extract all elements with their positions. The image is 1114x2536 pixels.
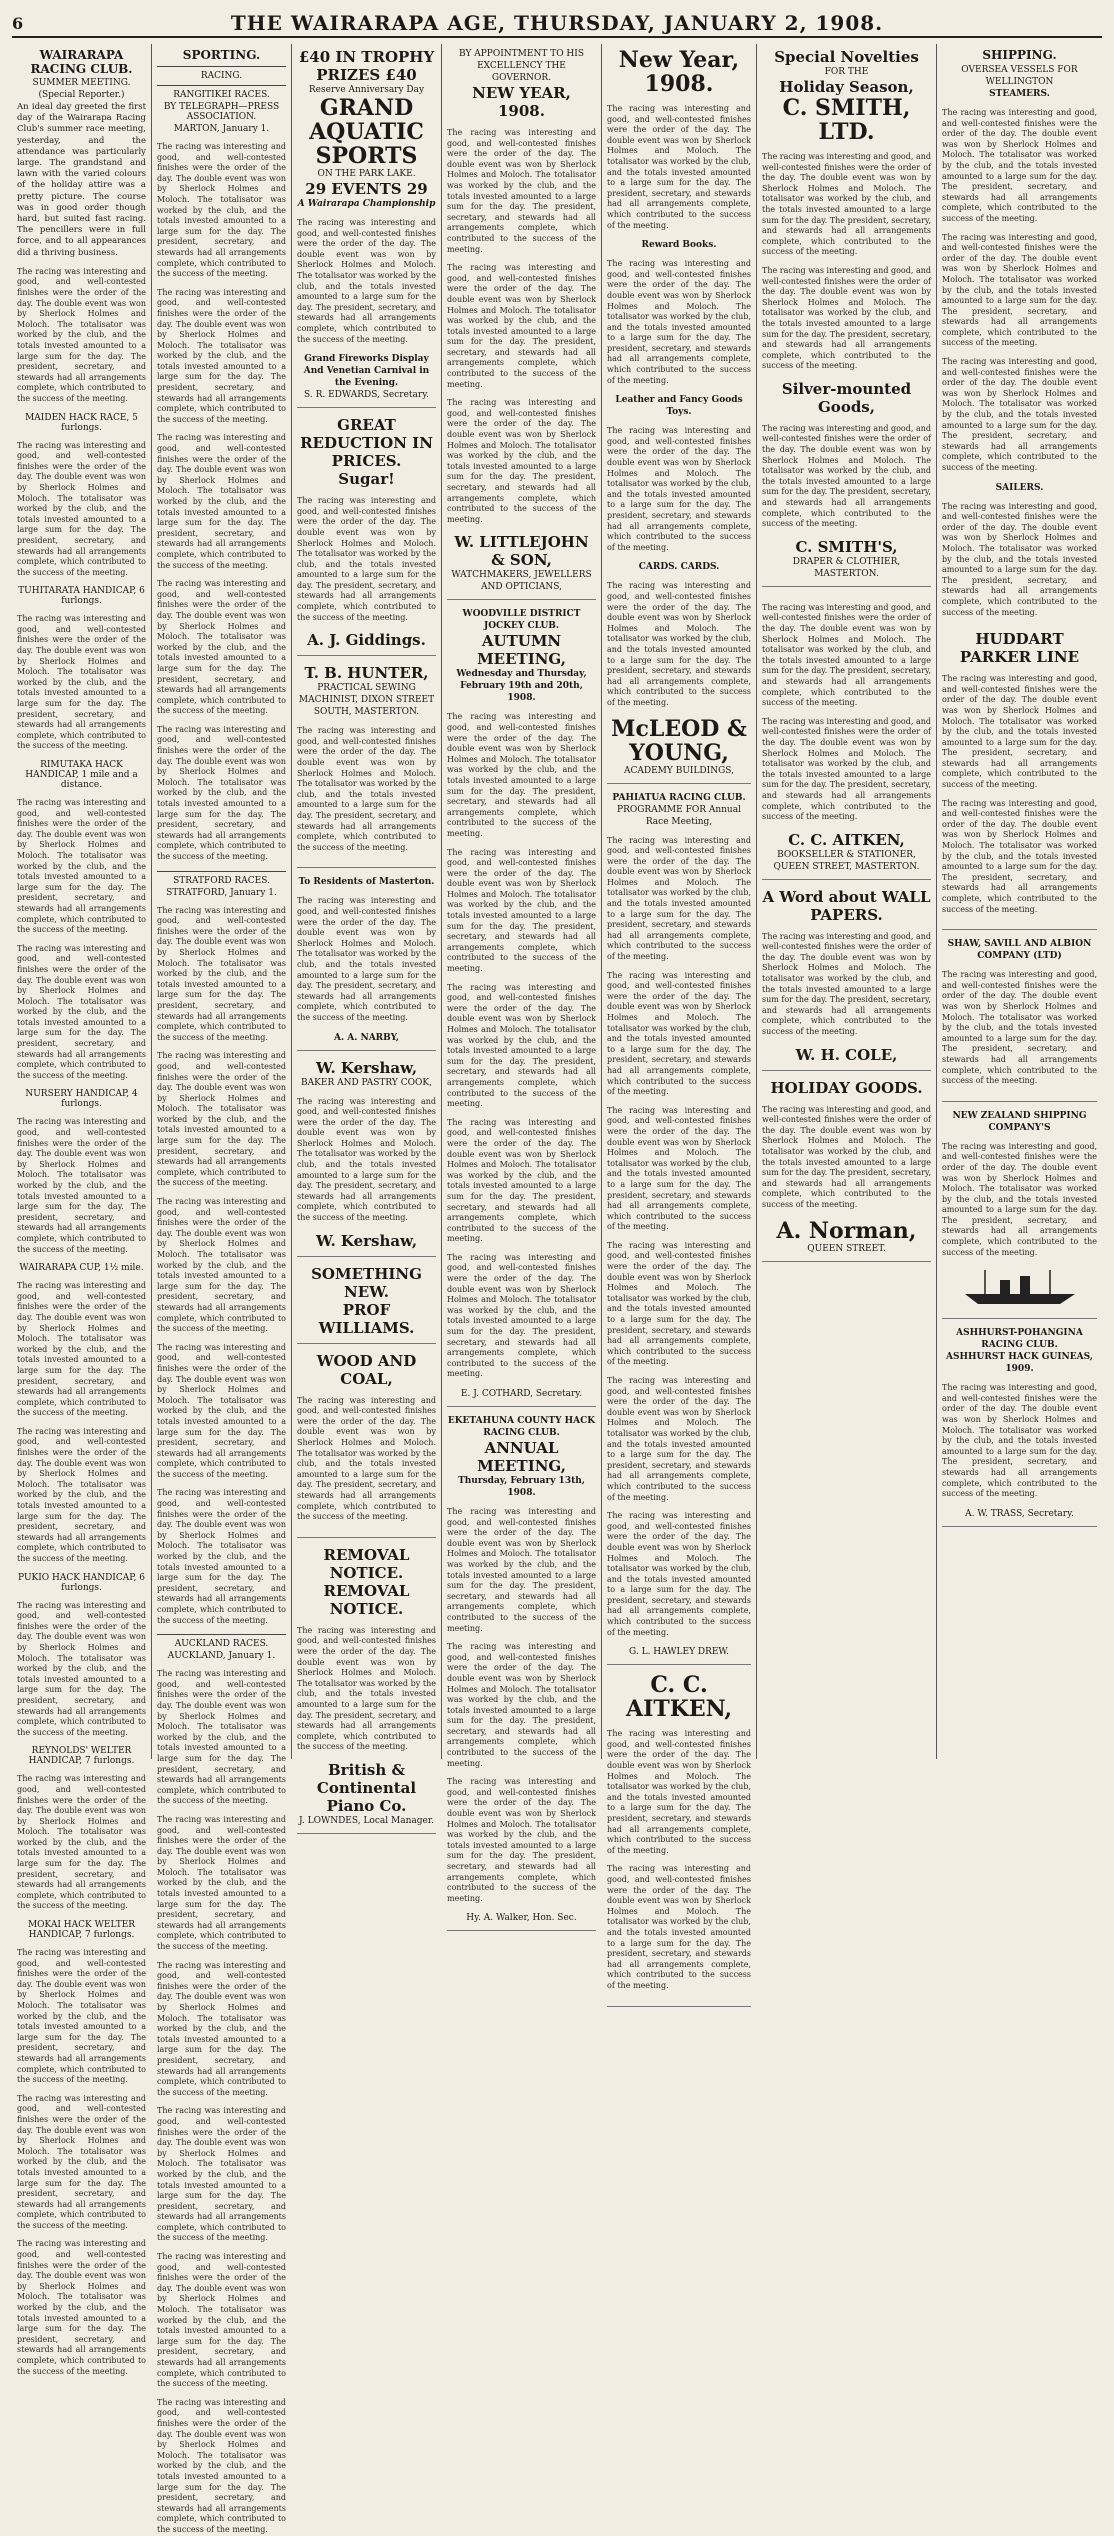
column-ads-4 [757, 44, 937, 1759]
article-body: The racing was interesting and good, and well-contested finishes were the order of the day. The double event was won by Sherlock Holmes and Moloch. The totalisator was worked by the club, and the totals invested amounted to a large sum for the day. The president, secretary, and stewards had all arrangements complete, which contributed to the success of the meeting. [157, 1342, 286, 1479]
article-body: The racing was interesting and good, and well-contested finishes were the order of the day. The double event was won by Sherlock Holmes and Moloch. The totalisator was worked by the club, and the totals invested amounted to a large sum for the day. The president, secretary, and stewards had all arrangements complete, which contributed to the success of the meeting. [157, 1051, 286, 1188]
race-heading: TUHITARATA HANDICAP, 6 furlongs. [18, 586, 145, 607]
article-body: The racing was interesting and good, and well-contested finishes were the order of the day. The double event was won by Sherlock Holmes and Moloch. The totalisator was worked by the club, and the totals invested amounted to a large sum for the day. The president, secretary, and stewards had all arrangements complete, which contributed to the success of the meeting. [157, 287, 286, 424]
article-body: The racing was interesting and good, and well-contested finishes were the order of the day. The double event was won by Sherlock Holmes and Moloch. The totalisator was worked by the club, and the totals invested amounted to a large sum for the day. The president, secretary, and stewards had all arrangements complete, which contributed to the success of the meeting. [17, 1426, 146, 1563]
article-body: The racing was interesting and good, and well-contested finishes were the order of the day. The double event was won by Sherlock Holmes and Moloch. The totalisator was worked by the club, and the totals invested amounted to a large sum for the day. The president, secretary, and stewards had all arrangements complete, which contributed to the success of the meeting. [17, 943, 146, 1080]
column-ads-3 [602, 44, 757, 1990]
section-heading: SHIPPING. [982, 48, 1057, 62]
advertisement-littlejohn: BY APPOINTMENT TO HIS EXCELLENCY THE GOVERNOR. NEW YEAR, 1908. The racing was interesting and good, and well-contested finishes were the order of the day. The double event was won by Sherlock Holmes and Moloch. The totalisator was worked by the club, and the totals invested amounted to a large sum for the day. The president, secretary, and stewards had all arrangements complete, which contributed to the success of the meeting. The racing was interesting and good, and well-contested finishes were the order of the day. The double event was won by Sherlock Holmes and Moloch. The totalisator was worked by the club, and the totals invested amounted to a large sum for the day. The president, secretary, and stewards had all arrangements complete, which contributed to the success of the meeting. The racing was interesting and good, and well-contested finishes were the order of the day. The double event was won by Sherlock Holmes and Moloch. The totalisator was worked by the club, and the totals invested amounted to a large sum for the day. The president, secretary, and stewards had all arrangements complete, which contributed to the success of the meeting. W. LITTLEJOHN & SON, WATCHMAKERS, JEWELLERS AND OPTICIANS, [447, 44, 596, 600]
article-body: The racing was interesting and good, and well-contested finishes were the order of the day. The double event was won by Sherlock Holmes and Moloch. The totalisator was worked by the club, and the totals invested amounted to a large sum for the day. The president, secretary, and stewards had all arrangements complete, which contributed to the success of the meeting. [17, 2093, 146, 2230]
advertisement-aquatic-sports: £40 IN TROPHY PRIZES £40 Reserve Anniversary Day GRAND AQUATIC SPORTS ON THE PARK LAKE. 29 EVENTS 29 A Wairarapa Championship The racing was interesting and good, and well-contested finishes were the order of the day. The double event was won by Sherlock Holmes and Moloch. The totalisator was worked by the club, and the totals invested amounted to a large sum for the day. The president, secretary, and stewards had all arrangements complete, which contributed to the success of the meeting. Grand Fireworks Display And Venetian Carnival in the Evening. S. R. EDWARDS, Secretary. [297, 44, 436, 408]
advertisement-prof-williams: SOMETHING NEW. PROF WILLIAMS. [297, 1261, 436, 1344]
article-byline: BY TELEGRAPH—PRESS ASSOCIATION. [163, 102, 280, 122]
ship-illustration [960, 1266, 1080, 1306]
masthead [12, 10, 1102, 38]
advertisement-ashhurst-racing: ASHHURST-POHANGINA RACING CLUB. ASHHURST HACK GUINEAS, 1909. The racing was interesting and good, and well-contested finishes were the order of the day. The double event was won by Sherlock Holmes and Moloch. The totalisator was worked by the club, and the totals invested amounted to a large sum for the day. The president, secretary, and stewards had all arrangements complete, which contributed to the success of the meeting. A. W. TRASS, Secretary. [942, 1323, 1097, 1527]
race-heading: NURSERY HANDICAP, 4 furlongs. [25, 1089, 138, 1110]
column-sporting [152, 44, 292, 2534]
article-body: The racing was interesting and good, and well-contested finishes were the order of the day. The double event was won by Sherlock Holmes and Moloch. The totalisator was worked by the club, and the totals invested amounted to a large sum for the day. The president, secretary, and stewards had all arrangements complete, which contributed to the success of the meeting. [157, 142, 286, 279]
advertisement-giddings: GREAT REDUCTION IN PRICES. Sugar! The racing was interesting and good, and well-contested finishes were the order of the day. The double event was won by Sherlock Holmes and Moloch. The totalisator was worked by the club, and the totals invested amounted to a large sum for the day. The president, secretary, and stewards had all arrangements complete, which contributed to the success of the meeting. A. J. Giddings. [297, 412, 436, 656]
article-body: The racing was interesting and good, and well-contested finishes were the order of the day. The double event was won by Sherlock Holmes and Moloch. The totalisator was worked by the club, and the totals invested amounted to a large sum for the day. The president, secretary, and stewards had all arrangements complete, which contributed to the success of the meeting. [17, 266, 146, 403]
newspaper-title: THE WAIRARAPA AGE, THURSDAY, JANUARY 2, 1908. [230, 11, 884, 35]
race-heading: PUKIO HACK HANDICAP, 6 furlongs. [18, 1572, 145, 1593]
advertisement-norman: HOLIDAY GOODS. The racing was interesting and good, and well-contested finishes were the order of the day. The double event was won by Sherlock Holmes and Moloch. The totalisator was worked by the club, and the totals invested amounted to a large sum for the day. The president, secretary, and stewards had all arrangements complete, which contributed to the success of the meeting. A. Norman, QUEEN STREET. [762, 1075, 931, 1262]
section-heading: SPORTING. [182, 48, 261, 62]
article-body: The racing was interesting and good, and well-contested finishes were the order of the day. The double event was won by Sherlock Holmes and Moloch. The totalisator was worked by the club, and the totals invested amounted to a large sum for the day. The president, secretary, and stewards had all arrangements complete, which contributed to the success of the meeting. [157, 2397, 286, 2534]
article-body: The racing was interesting and good, and well-contested finishes were the order of the day. The double event was won by Sherlock Holmes and Moloch. The totalisator was worked by the club, and the totals invested amounted to a large sum for the day. The president, secretary, and stewards had all arrangements complete, which contributed to the success of the meeting. [17, 440, 146, 577]
advertisement-woodville-jockey-club: WOODVILLE DISTRICT JOCKEY CLUB. AUTUMN MEETING, Wednesday and Thursday, February 19th and 20th, 1908. The racing was interesting and good, and well-contested finishes were the order of the day. The double event was won by Sherlock Holmes and Moloch. The totalisator was worked by the club, and the totals invested amounted to a large sum for the day. The president, secretary, and stewards had all arrangements complete, which contributed to the success of the meeting. The racing was interesting and good, and well-contested finishes were the order of the day. The double event was won by Sherlock Holmes and Moloch. The totalisator was worked by the club, and the totals invested amounted to a large sum for the day. The president, secretary, and stewards had all arrangements complete, which contributed to the success of the meeting. The racing was interesting and good, and well-contested finishes were the order of the day. The double event was won by Sherlock Holmes and Moloch. The totalisator was worked by the club, and the totals invested amounted to a large sum for the day. The president, secretary, and stewards had all arrangements complete, which contributed to the success of the meeting. The racing was interesting and good, and well-contested finishes were the order of the day. The double event was won by Sherlock Holmes and Moloch. The totalisator was worked by the club, and the totals invested amounted to a large sum for the day. The president, secretary, and stewards had all arrangements complete, which contributed to the success of the meeting. The racing was interesting and good, and well-contested finishes were the order of the day. The double event was won by Sherlock Holmes and Moloch. The totalisator was worked by the club, and the totals invested amounted to a large sum for the day. The president, secretary, and stewards had all arrangements complete, which contributed to the success of the meeting. E. J. COTHARD, Secretary. [447, 604, 596, 1407]
advertisement-kershaw: W. Kershaw, BAKER AND PASTRY COOK, The racing was interesting and good, and well-contested finishes were the order of the day. The double event was won by Sherlock Holmes and Moloch. The totalisator was worked by the club, and the totals invested amounted to a large sum for the day. The president, secretary, and stewards had all arrangements complete, which contributed to the success of the meeting. W. Kershaw, [297, 1055, 436, 1257]
article-heading: RANGITIKEI RACES. [173, 90, 270, 100]
article-body: The racing was interesting and good, and well-contested finishes were the order of the day. The double event was won by Sherlock Holmes and Moloch. The totalisator was worked by the club, and the totals invested amounted to a large sum for the day. The president, secretary, and stewards had all arrangements complete, which contributed to the success of the meeting. [157, 1960, 286, 2097]
article-heading: WAIRARAPA RACING CLUB. [30, 48, 133, 76]
article-body: The racing was interesting and good, and well-contested finishes were the order of the day. The double event was won by Sherlock Holmes and Moloch. The totalisator was worked by the club, and the totals invested amounted to a large sum for the day. The president, secretary, and stewards had all arrangements complete, which contributed to the success of the meeting. [157, 1197, 286, 1334]
advertisement-wood-coal: WOOD AND COAL, The racing was interesting and good, and well-contested finishes were the order of the day. The double event was won by Sherlock Holmes and Moloch. The totalisator was worked by the club, and the totals invested amounted to a large sum for the day. The president, secretary, and stewards had all arrangements complete, which contributed to the success of the meeting. [297, 1348, 436, 1538]
dateline: AUCKLAND, January 1. [167, 1651, 276, 1662]
column-racing-club [12, 44, 152, 2376]
race-heading: MOKAI HACK WELTER HANDICAP, 7 furlongs. [27, 1920, 136, 1941]
advertisement-aitken-stationer: The racing was interesting and good, and well-contested finishes were the order of the day. The double event was won by Sherlock Holmes and Moloch. The totalisator was worked by the club, and the totals invested amounted to a large sum for the day. The president, secretary, and stewards had all arrangements complete, which contributed to the success of the meeting. The racing was interesting and good, and well-contested finishes were the order of the day. The double event was won by Sherlock Holmes and Moloch. The totalisator was worked by the club, and the totals invested amounted to a large sum for the day. The president, secretary, and stewards had all arrangements complete, which contributed to the success of the meeting. C. C. AITKEN, BOOKSELLER & STATIONER, QUEEN STREET, MASTERTON. [762, 591, 931, 880]
column-shipping: SHIPPING. OVERSEA VESSELS FOR WELLINGTON STEAMERS. The racing was interesting and good, and well-contested finishes were the order of the day. The double event was won by Sherlock Holmes and Moloch. The totalisator was worked by the club, and the totals invested amounted to a large sum for the day. The president, secretary, and stewards had all arrangements complete, which contributed to the success of the meeting. The racing was interesting and good, and well-contested finishes were the order of the day. The double event was won by Sherlock Holmes and Moloch. The totalisator was worked by the club, and the totals invested amounted to a large sum for the day. The president, secretary, and stewards had all arrangements complete, which contributed to the success of the meeting. The racing was interesting and good, and well-contested finishes were the order of the day. The double event was won by Sherlock Holmes and Moloch. The totalisator was worked by the club, and the totals invested amounted to a large sum for the day. The president, secretary, and stewards had all arrangements complete, which contributed to the success of the meeting. SAILERS. The racing was interesting and good, and well-contested finishes were the order of the day. The double event was won by Sherlock Holmes and Moloch. The totalisator was worked by the club, and the totals invested amounted to a large sum for the day. The president, secretary, and stewards had all arrangements complete, which contributed to the success of the meeting. HUDDART PARKER LINE The racing was interesting and good, and well-contested finishes were the order of the day. The double event was won by Sherlock Holmes and Moloch. The totalisator was worked by the club, and the totals invested amounted to a large sum for the day. The president, secretary, and stewards had all arrangements complete, which contributed to the success of the meeting. The racing was interesting and good, and well-contested finishes were the order of the day. The double event was won by Sherlock Holmes and Moloch. The totalisator was worked by the club, and the totals invested amounted to a large sum for the day. The president, secretary, and stewards had all arrangements complete, which contributed to the success of the meeting. SHAW, SAVILL AND ALBION COMPANY (LTD) The racing was interesting and good, and well-contested finishes were the order of the day. The double event was won by Sherlock Holmes and Moloch. The totalisator was worked by the club, and the totals invested amounted to a large sum for the day. The president, secretary, and stewards had all arrangements complete, which contributed to the success of the meeting. NEW ZEALAND SHIPPING COMPANY'S The racing was interesting and good, and well-contested finishes were the order of the day. The double event was won by Sherlock Holmes and Moloch. The totalisator was worked by the club, and the totals invested amounted to a large sum for the day. The president, secretary, and stewards had all arrangements complete, which contributed to the success of the meeting. ASHHURST-POHANGINA RACING CLUB. ASHHURST HACK GUINEAS, 1909. The racing was interesting and good, and well-contested finishes were the order of the day. The double event was won by Sherlock Holmes and Moloch. The totalisator was worked by the club, and the totals invested amounted to a large sum for the day. The president, secretary, and stewards had all arrangements complete, which contributed to the success of the meeting. A. W. TRASS, Secretary. [937, 44, 1102, 1759]
article-body: The racing was interesting and good, and well-contested finishes were the order of the day. The double event was won by Sherlock Holmes and Moloch. The totalisator was worked by the club, and the totals invested amounted to a large sum for the day. The president, secretary, and stewards had all arrangements complete, which contributed to the success of the meeting. [157, 1669, 286, 1806]
article-body: The racing was interesting and good, and well-contested finishes were the order of the day. The double event was won by Sherlock Holmes and Moloch. The totalisator was worked by the club, and the totals invested amounted to a large sum for the day. The president, secretary, and stewards had all arrangements complete, which contributed to the success of the meeting. [157, 2252, 286, 2389]
dateline: STRATFORD, January 1. [166, 887, 277, 898]
article-body: The racing was interesting and good, and well-contested finishes were the order of the day. The double event was won by Sherlock Holmes and Moloch. The totalisator was worked by the club, and the totals invested amounted to a large sum for the day. The president, secretary, and stewards had all arrangements complete, which contributed to the success of the meeting. [157, 579, 286, 716]
article-body: The racing was interesting and good, and well-contested finishes were the order of the day. The double event was won by Sherlock Holmes and Moloch. The totalisator was worked by the club, and the totals invested amounted to a large sum for the day. The president, secretary, and stewards had all arrangements complete, which contributed to the success of the meeting. [17, 614, 146, 751]
advertisement-narby: To Residents of Masterton. The racing was interesting and good, and well-contested finishes were the order of the day. The double event was won by Sherlock Holmes and Moloch. The totalisator was worked by the club, and the totals invested amounted to a large sum for the day. The president, secretary, and stewards had all arrangements complete, which contributed to the success of the meeting. A. A. NARBY, [297, 872, 436, 1050]
dateline: MARTON, January 1. [173, 124, 270, 134]
advertisement-eketahuna-racing: EKETAHUNA COUNTY HACK RACING CLUB. ANNUAL MEETING, Thursday, February 13th, 1908. The racing was interesting and good, and well-contested finishes were the order of the day. The double event was won by Sherlock Holmes and Moloch. The totalisator was worked by the club, and the totals invested amounted to a large sum for the day. The president, secretary, and stewards had all arrangements complete, which contributed to the success of the meeting. The racing was interesting and good, and well-contested finishes were the order of the day. The double event was won by Sherlock Holmes and Moloch. The totalisator was worked by the club, and the totals invested amounted to a large sum for the day. The president, secretary, and stewards had all arrangements complete, which contributed to the success of the meeting. The racing was interesting and good, and well-contested finishes were the order of the day. The double event was won by Sherlock Holmes and Moloch. The totalisator was worked by the club, and the totals invested amounted to a large sum for the day. The president, secretary, and stewards had all arrangements complete, which contributed to the success of the meeting. Hy. A. Walker, Hon. Sec. [447, 1411, 596, 1931]
advertisement-nz-shipping: NEW ZEALAND SHIPPING COMPANY'S The racing was interesting and good, and well-contested finishes were the order of the day. The double event was won by Sherlock Holmes and Moloch. The totalisator was worked by the club, and the totals invested amounted to a large sum for the day. The president, secretary, and stewards had all arrangements complete, which contributed to the success of the meeting. [942, 1106, 1097, 1320]
article-body: The racing was interesting and good, and well-contested finishes were the order of the day. The double event was won by Sherlock Holmes and Moloch. The totalisator was worked by the club, and the totals invested amounted to a large sum for the day. The president, secretary, and stewards had all arrangements complete, which contributed to the success of the meeting. [17, 1600, 146, 1737]
advertisement-huddart-parker: HUDDART PARKER LINE The racing was interesting and good, and well-contested finishes were the order of the day. The double event was won by Sherlock Holmes and Moloch. The totalisator was worked by the club, and the totals invested amounted to a large sum for the day. The president, secretary, and stewards had all arrangements complete, which contributed to the success of the meeting. The racing was interesting and good, and well-contested finishes were the order of the day. The double event was won by Sherlock Holmes and Moloch. The totalisator was worked by the club, and the totals invested amounted to a large sum for the day. The president, secretary, and stewards had all arrangements complete, which contributed to the success of the meeting. [942, 626, 1097, 930]
event-title: GRAND AQUATIC SPORTS [309, 95, 424, 169]
advertisement-cole: A Word about WALL PAPERS. The racing was interesting and good, and well-contested finishes were the order of the day. The double event was won by Sherlock Holmes and Moloch. The totalisator was worked by the club, and the totals invested amounted to a large sum for the day. The president, secretary, and stewards had all arrangements complete, which contributed to the success of the meeting. W. H. COLE, [762, 884, 931, 1071]
race-heading: MAIDEN HACK RACE, 5 furlongs. [25, 412, 138, 433]
advertisement-pahiatua-racing: PAHIATUA RACING CLUB. PROGRAMME FOR Annual Race Meeting, The racing was interesting and good, and well-contested finishes were the order of the day. The double event was won by Sherlock Holmes and Moloch. The totalisator was worked by the club, and the totals invested amounted to a large sum for the day. The president, secretary, and stewards had all arrangements complete, which contributed to the success of the meeting. The racing was interesting and good, and well-contested finishes were the order of the day. The double event was won by Sherlock Holmes and Moloch. The totalisator was worked by the club, and the totals invested amounted to a large sum for the day. The president, secretary, and stewards had all arrangements complete, which contributed to the success of the meeting. The racing was interesting and good, and well-contested finishes were the order of the day. The double event was won by Sherlock Holmes and Moloch. The totalisator was worked by the club, and the totals invested amounted to a large sum for the day. The president, secretary, and stewards had all arrangements complete, which contributed to the success of the meeting. The racing was interesting and good, and well-contested finishes were the order of the day. The double event was won by Sherlock Holmes and Moloch. The totalisator was worked by the club, and the totals invested amounted to a large sum for the day. The president, secretary, and stewards had all arrangements complete, which contributed to the success of the meeting. The racing was interesting and good, and well-contested finishes were the order of the day. The double event was won by Sherlock Holmes and Moloch. The totalisator was worked by the club, and the totals invested amounted to a large sum for the day. The president, secretary, and stewards had all arrangements complete, which contributed to the success of the meeting. The racing was interesting and good, and well-contested finishes were the order of the day. The double event was won by Sherlock Holmes and Moloch. The totalisator was worked by the club, and the totals invested amounted to a large sum for the day. The president, secretary, and stewards had all arrangements complete, which contributed to the success of the meeting. G. L. HAWLEY DREW. [607, 788, 751, 1666]
race-heading: REYNOLDS' WELTER HANDICAP, 7 furlongs. [28, 1746, 135, 1767]
article-body: The racing was interesting and good, and well-contested finishes were the order of the day. The double event was won by Sherlock Holmes and Moloch. The totalisator was worked by the club, and the totals invested amounted to a large sum for the day. The president, secretary, and stewards had all arrangements complete, which contributed to the success of the meeting. [157, 1814, 286, 1952]
advertisement-piano: REMOVAL NOTICE. REMOVAL NOTICE. The racing was interesting and good, and well-contested finishes were the order of the day. The double event was won by Sherlock Holmes and Moloch. The totalisator was worked by the club, and the totals invested amounted to a large sum for the day. The president, secretary, and stewards had all arrangements complete, which contributed to the success of the meeting. British & Continental Piano Co. J. LOWNDES, Local Manager. [297, 1542, 436, 1834]
article-body: The racing was interesting and good, and well-contested finishes were the order of the day. The double event was won by Sherlock Holmes and Moloch. The totalisator was worked by the club, and the totals invested amounted to a large sum for the day. The president, secretary, and stewards had all arrangements complete, which contributed to the success of the meeting. [17, 2239, 146, 2376]
page-number: 6 [12, 13, 24, 33]
article-body: The racing was interesting and good, and well-contested finishes were the order of the day. The double event was won by Sherlock Holmes and Moloch. The totalisator was worked by the club, and the totals invested amounted to a large sum for the day. The president, secretary, and stewards had all arrangements complete, which contributed to the success of the meeting. [157, 724, 286, 861]
article-heading: STRATFORD RACES. [173, 875, 270, 886]
race-heading: WAIRARAPA CUP, 1½ mile. [19, 1263, 144, 1274]
article-body: The racing was interesting and good, and well-contested finishes were the order of the day. The double event was won by Sherlock Holmes and Moloch. The totalisator was worked by the club, and the totals invested amounted to a large sum for the day. The president, secretary, and stewards had all arrangements complete, which contributed to the success of the meeting. [17, 1948, 146, 2085]
page-columns [12, 44, 1102, 2534]
advertisement-c-smith: Special Novelties FOR THE Holiday Season, C. SMITH, LTD. The racing was interesting and good, and well-contested finishes were the order of the day. The double event was won by Sherlock Holmes and Moloch. The totalisator was worked by the club, and the totals invested amounted to a large sum for the day. The president, secretary, and stewards had all arrangements complete, which contributed to the success of the meeting. The racing was interesting and good, and well-contested finishes were the order of the day. The double event was won by Sherlock Holmes and Moloch. The totalisator was worked by the club, and the totals invested amounted to a large sum for the day. The president, secretary, and stewards had all arrangements complete, which contributed to the success of the meeting. Silver-mounted Goods, The racing was interesting and good, and well-contested finishes were the order of the day. The double event was won by Sherlock Holmes and Moloch. The totalisator was worked by the club, and the totals invested amounted to a large sum for the day. The president, secretary, and stewards had all arrangements complete, which contributed to the success of the meeting. C. SMITH'S, DRAPER & CLOTHIER, MASTERTON. [762, 44, 931, 587]
prize-heading: £40 IN TROPHY PRIZES £40 [298, 48, 435, 84]
article-body: The racing was interesting and good, and well-contested finishes were the order of the day. The double event was won by Sherlock Holmes and Moloch. The totalisator was worked by the club, and the totals invested amounted to a large sum for the day. The president, secretary, and stewards had all arrangements complete, which contributed to the success of the meeting. [17, 798, 146, 935]
advertisement-mcleod-young: New Year, 1908. The racing was interesting and good, and well-contested finishes were the order of the day. The double event was won by Sherlock Holmes and Moloch. The totalisator was worked by the club, and the totals invested amounted to a large sum for the day. The president, secretary, and stewards had all arrangements complete, which contributed to the success of the meeting. Reward Books. The racing was interesting and good, and well-contested finishes were the order of the day. The double event was won by Sherlock Holmes and Moloch. The totalisator was worked by the club, and the totals invested amounted to a large sum for the day. The president, secretary, and stewards had all arrangements complete, which contributed to the success of the meeting. Leather and Fancy Goods Toys. The racing was interesting and good, and well-contested finishes were the order of the day. The double event was won by Sherlock Holmes and Moloch. The totalisator was worked by the club, and the totals invested amounted to a large sum for the day. The president, secretary, and stewards had all arrangements complete, which contributed to the success of the meeting. CARDS. CARDS. The racing was interesting and good, and well-contested finishes were the order of the day. The double event was won by Sherlock Holmes and Moloch. The totalisator was worked by the club, and the totals invested amounted to a large sum for the day. The president, secretary, and stewards had all arrangements complete, which contributed to the success of the meeting. McLEOD & YOUNG, ACADEMY BUILDINGS, [607, 44, 751, 784]
article-body: The racing was interesting and good, and well-contested finishes were the order of the day. The double event was won by Sherlock Holmes and Moloch. The totalisator was worked by the club, and the totals invested amounted to a large sum for the day. The president, secretary, and stewards had all arrangements complete, which contributed to the success of the meeting. [17, 1281, 146, 1418]
article-intro: An ideal day greeted the first day of the Wairarapa Racing Club's summer race meeting, yesterday, and the attendance was particularly large. The grandstand and lawn with the varied colours of the holiday attire was a pretty picture. The course was in good order though hard, but suited fast racing. The pencillers were in full force, and to all appearances did a thriving business. [17, 102, 146, 258]
article-body: The racing was interesting and good, and well-contested finishes were the order of the day. The double event was won by Sherlock Holmes and Moloch. The totalisator was worked by the club, and the totals invested amounted to a large sum for the day. The president, secretary, and stewards had all arrangements complete, which contributed to the success of the meeting. [157, 1488, 286, 1625]
advertisement-aitken: C. C. AITKEN, The racing was interesting and good, and well-contested finishes were the order of the day. The double event was won by Sherlock Holmes and Moloch. The totalisator was worked by the club, and the totals invested amounted to a large sum for the day. The president, secretary, and stewards had all arrangements complete, which contributed to the success of the meeting. The racing was interesting and good, and well-contested finishes were the order of the day. The double event was won by Sherlock Holmes and Moloch. The totalisator was worked by the club, and the totals invested amounted to a large sum for the day. The president, secretary, and stewards had all arrangements complete, which contributed to the success of the meeting. [607, 1669, 751, 2006]
column-ads-1 [292, 44, 442, 1826]
article-body: The racing was interesting and good, and well-contested finishes were the order of the day. The double event was won by Sherlock Holmes and Moloch. The totalisator was worked by the club, and the totals invested amounted to a large sum for the day. The president, secretary, and stewards had all arrangements complete, which contributed to the success of the meeting. [17, 1774, 146, 1911]
article-subheading: SUMMER MEETING. [32, 78, 131, 88]
article-heading: AUCKLAND RACES. [174, 1639, 269, 1650]
column-ads-2 [442, 44, 602, 1924]
advertisement-hunter: T. B. HUNTER, PRACTICAL SEWING MACHINIST, DIXON STREET SOUTH, MASTERTON. The racing was interesting and good, and well-contested finishes were the order of the day. The double event was won by Sherlock Holmes and Moloch. The totalisator was worked by the club, and the totals invested amounted to a large sum for the day. The president, secretary, and stewards had all arrangements complete, which contributed to the success of the meeting. [297, 660, 436, 868]
article-body: The racing was interesting and good, and well-contested finishes were the order of the day. The double event was won by Sherlock Holmes and Moloch. The totalisator was worked by the club, and the totals invested amounted to a large sum for the day. The president, secretary, and stewards had all arrangements complete, which contributed to the success of the meeting. [17, 1117, 146, 1254]
advertisement-shaw-savill: SHAW, SAVILL AND ALBION COMPANY (LTD) The racing was interesting and good, and well-contested finishes were the order of the day. The double event was won by Sherlock Holmes and Moloch. The totalisator was worked by the club, and the totals invested amounted to a large sum for the day. The president, secretary, and stewards had all arrangements complete, which contributed to the success of the meeting. [942, 934, 1097, 1102]
article-body: The racing was interesting and good, and well-contested finishes were the order of the day. The double event was won by Sherlock Holmes and Moloch. The totalisator was worked by the club, and the totals invested amounted to a large sum for the day. The president, secretary, and stewards had all arrangements complete, which contributed to the success of the meeting. [157, 2106, 286, 2243]
article-body: The racing was interesting and good, and well-contested finishes were the order of the day. The double event was won by Sherlock Holmes and Moloch. The totalisator was worked by the club, and the totals invested amounted to a large sum for the day. The president, secretary, and stewards had all arrangements complete, which contributed to the success of the meeting. [157, 433, 286, 570]
article-body: The racing was interesting and good, and well-contested finishes were the order of the day. The double event was won by Sherlock Holmes and Moloch. The totalisator was worked by the club, and the totals invested amounted to a large sum for the day. The president, secretary, and stewards had all arrangements complete, which contributed to the success of the meeting. [157, 905, 286, 1042]
section-subheading: RACING. [200, 71, 243, 81]
race-heading: RIMUTAKA HACK HANDICAP, 1 mile and a distance. [25, 760, 138, 790]
article-byline: (Special Reporter.) [38, 90, 125, 100]
